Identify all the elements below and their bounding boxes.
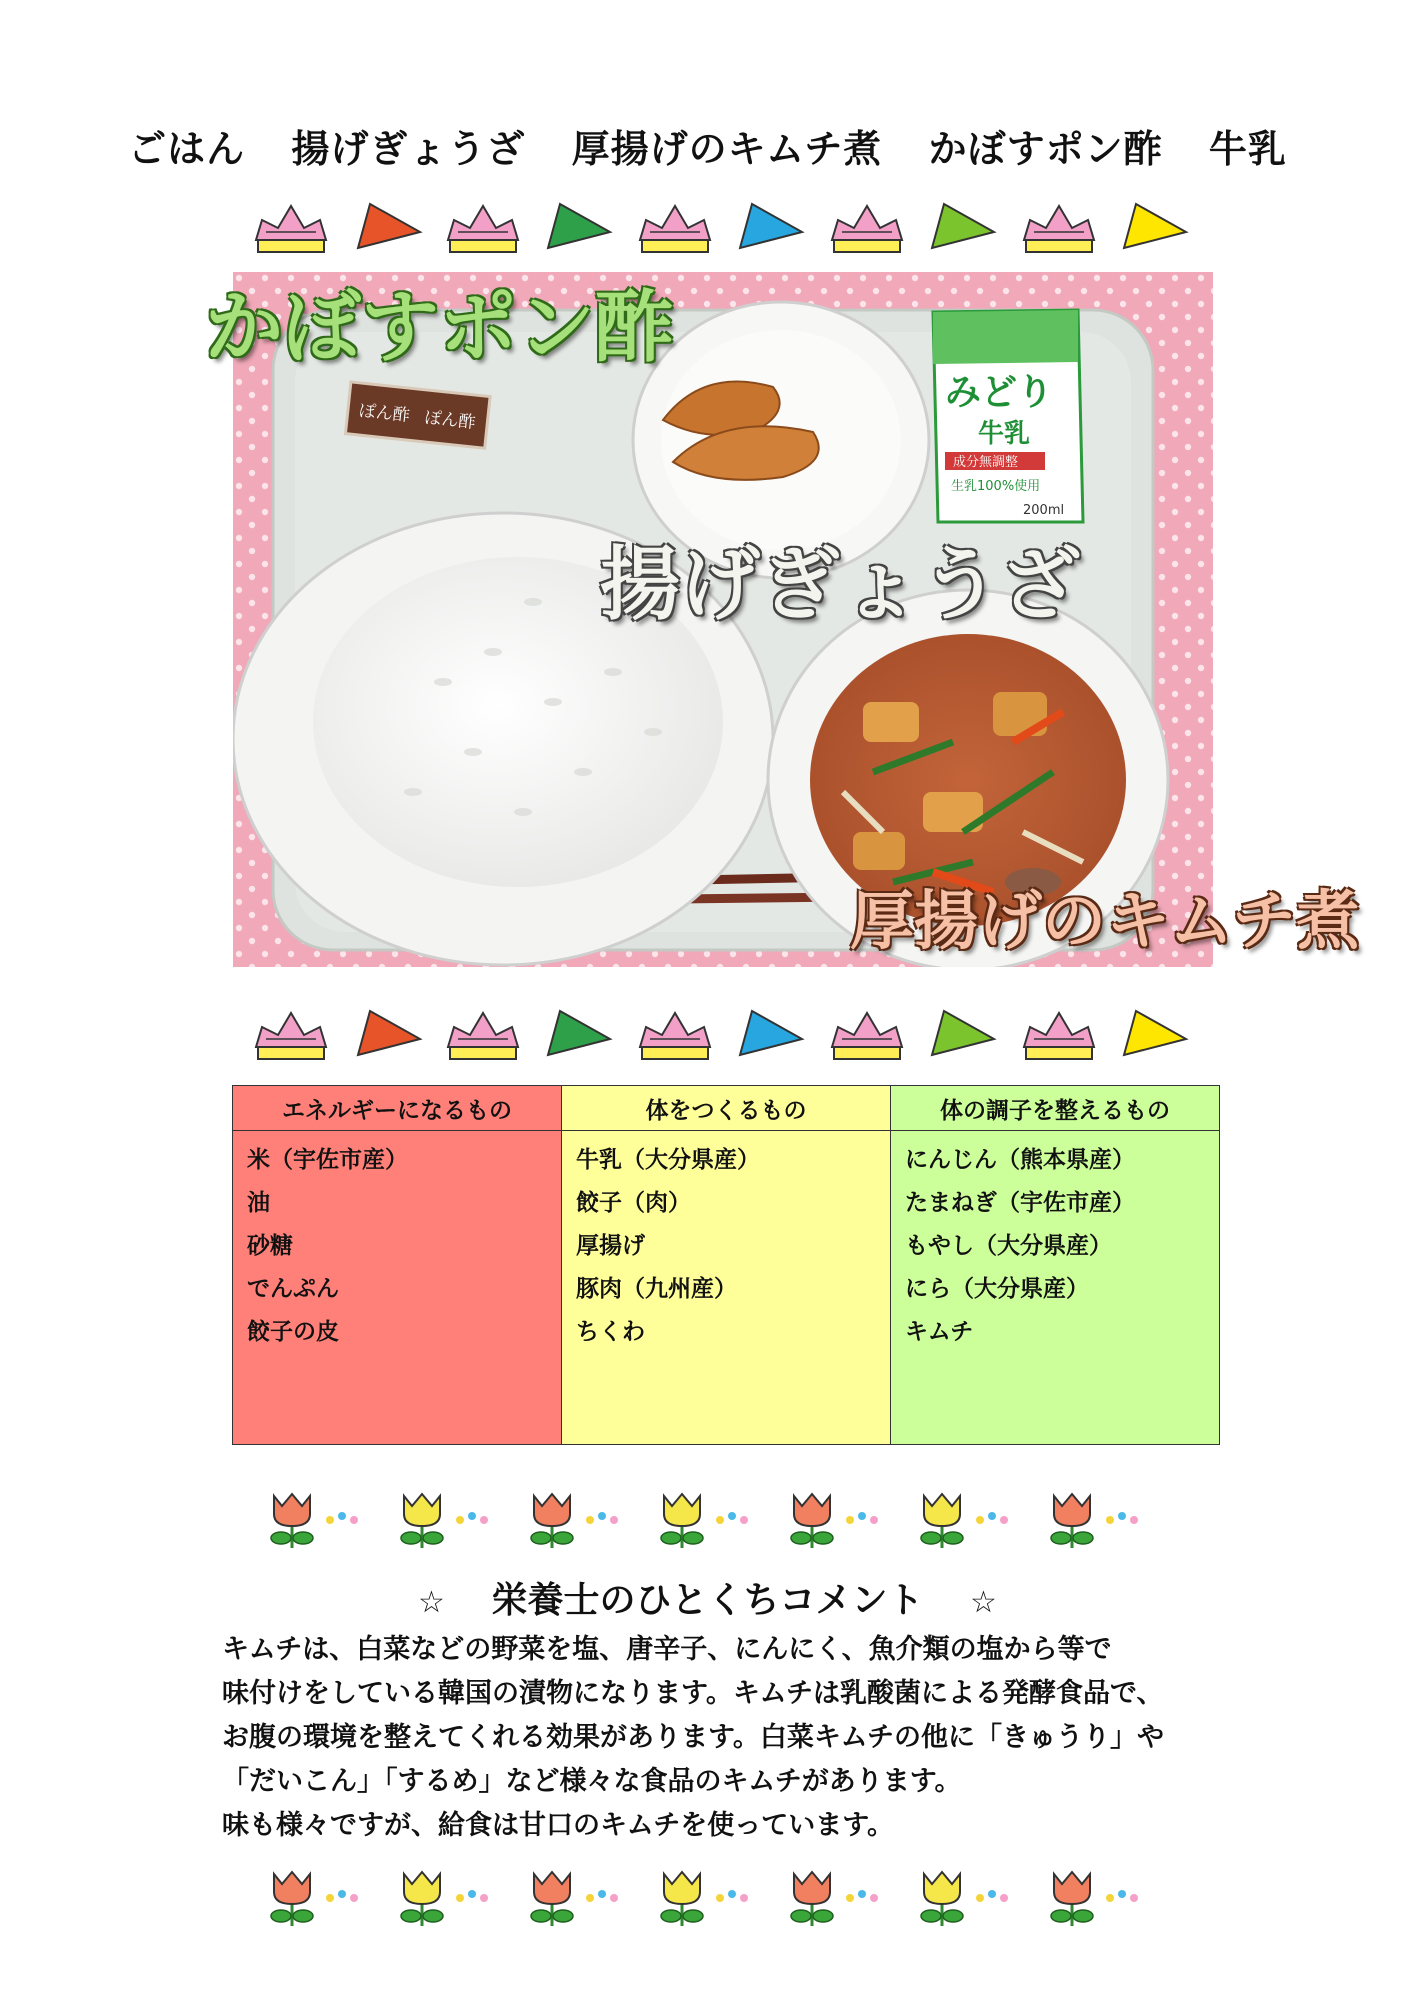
header-energy: エネルギーになるもの — [233, 1086, 562, 1131]
dots-decoration — [716, 1512, 748, 1524]
crown-icon — [1024, 1013, 1094, 1059]
dots-decoration — [976, 1512, 1008, 1524]
crown-icon — [640, 206, 710, 252]
crown-icon — [256, 1013, 326, 1059]
list-item: にんじん（熊本県産） — [905, 1147, 1135, 1173]
dots-decoration — [976, 1890, 1008, 1902]
crown-icon — [832, 206, 902, 252]
tulip-icon — [791, 1494, 833, 1548]
pennant-icon — [358, 1011, 420, 1055]
list-item: ちくわ — [576, 1319, 645, 1345]
food-group-table — [232, 1085, 1220, 1445]
body-foods-cell — [562, 1131, 891, 1445]
star-icon: ☆ — [970, 1585, 997, 1620]
milk-name: 牛乳 — [978, 419, 1031, 449]
tulip-border-bottom — [262, 1868, 1202, 1930]
list-item: 豚肉（九州産） — [576, 1276, 737, 1302]
comment-line: 味も様々ですが、給食は甘口のキムチを使っています。 — [222, 1810, 895, 1841]
menu-title — [0, 118, 1415, 173]
crown-icon — [640, 1013, 710, 1059]
pennant-icon — [548, 204, 610, 248]
list-item: もやし（大分県産） — [905, 1233, 1112, 1259]
dots-decoration — [1106, 1890, 1138, 1902]
list-item: 砂糖 — [247, 1233, 293, 1259]
pennant-icon — [932, 1011, 994, 1055]
crown-icon — [832, 1013, 902, 1059]
dots-decoration — [846, 1890, 878, 1902]
milk-percent: 生乳100%使用 — [951, 479, 1041, 494]
tulip-icon — [791, 1872, 833, 1926]
dots-decoration — [846, 1512, 878, 1524]
comment-title — [0, 1572, 1415, 1623]
dots-decoration — [716, 1890, 748, 1902]
list-item: でんぷん — [247, 1276, 339, 1302]
dots-decoration — [326, 1890, 358, 1902]
condition-foods-cell — [891, 1131, 1220, 1445]
pennant-icon — [358, 204, 420, 248]
dots-decoration — [586, 1512, 618, 1524]
milk-carton — [933, 310, 1083, 522]
list-item: 厚揚げ — [576, 1233, 645, 1259]
milk-brand: みどり — [945, 372, 1054, 413]
crown-icon — [1024, 206, 1094, 252]
list-item: 油 — [247, 1190, 270, 1216]
table-header-row — [233, 1086, 1220, 1131]
photo-label-gyoza: 揚げぎょうざ — [600, 538, 1080, 631]
milk-volume: 200ml — [1023, 503, 1065, 518]
crown-icon — [448, 1013, 518, 1059]
menu-item-milk: 牛乳 — [1208, 127, 1287, 171]
tulip-icon — [531, 1872, 573, 1926]
list-item: たまねぎ（宇佐市産） — [905, 1190, 1135, 1216]
menu-item-ponzu: かぼすポン酢 — [928, 127, 1163, 171]
nutritionist-comment — [222, 1628, 1222, 1848]
tulip-icon — [661, 1494, 703, 1548]
tulip-icon — [401, 1872, 443, 1926]
comment-line: お腹の環境を整えてくれる効果があります。白菜キムチの他に「きゅうり」や — [222, 1722, 1165, 1753]
dots-decoration — [456, 1890, 488, 1902]
table-row — [233, 1131, 1220, 1445]
header-body: 体をつくるもの — [562, 1086, 891, 1131]
dots-decoration — [456, 1512, 488, 1524]
dots-decoration — [1106, 1512, 1138, 1524]
pennant-icon — [1124, 204, 1186, 248]
ponzu-packet-text: ぽん酢 — [423, 407, 477, 434]
menu-item-rice: ごはん — [128, 127, 246, 171]
tulip-icon — [271, 1494, 313, 1548]
dots-decoration — [586, 1890, 618, 1902]
star-icon: ☆ — [418, 1585, 445, 1620]
header-condition: 体の調子を整えるもの — [891, 1086, 1220, 1131]
tulip-border-top — [262, 1490, 1202, 1552]
tulip-icon — [661, 1872, 703, 1926]
list-item: 餃子の皮 — [247, 1319, 339, 1345]
list-item: 牛乳（大分県産） — [576, 1147, 760, 1173]
pennant-icon — [740, 1011, 802, 1055]
list-item: にら（大分県産） — [905, 1276, 1089, 1302]
photo-label-ponzu: かぼすポン酢 — [205, 283, 674, 373]
list-item: 米（宇佐市産） — [247, 1147, 408, 1173]
top-pennant-border — [250, 196, 1200, 256]
tulip-icon — [271, 1872, 313, 1926]
list-item: 餃子（肉） — [576, 1190, 691, 1216]
comment-line: 味付けをしている韓国の漬物になります。キムチは乳酸菌による発酵食品で、 — [222, 1678, 1164, 1709]
tulip-icon — [401, 1494, 443, 1548]
pennant-icon — [548, 1011, 610, 1055]
crown-icon — [448, 206, 518, 252]
tulip-icon — [921, 1494, 963, 1548]
pennant-icon — [1124, 1011, 1186, 1055]
middle-pennant-border — [250, 1003, 1200, 1063]
menu-item-kimchi: 厚揚げのキムチ煮 — [571, 127, 883, 171]
list-item: キムチ — [905, 1319, 974, 1345]
menu-item-gyoza: 揚げぎょうざ — [291, 127, 526, 171]
tulip-icon — [921, 1872, 963, 1926]
pennant-icon — [932, 204, 994, 248]
comment-heading: 栄養士のひとくちコメント — [491, 1580, 924, 1621]
pennant-icon — [740, 204, 802, 248]
dots-decoration — [326, 1512, 358, 1524]
tulip-icon — [1051, 1872, 1093, 1926]
comment-line: キムチは、白菜などの野菜を塩、唐辛子、にんにく、魚介類の塩から等で — [222, 1634, 1112, 1665]
tulip-icon — [531, 1494, 573, 1548]
crown-icon — [256, 206, 326, 252]
comment-line: 「だいこん」「するめ」など様々な食品のキムチがあります。 — [222, 1766, 962, 1797]
ponzu-packet-text: ぽん酢 — [357, 400, 411, 427]
energy-foods-cell — [233, 1131, 562, 1445]
tulip-icon — [1051, 1494, 1093, 1548]
milk-tag: 成分無調整 — [953, 455, 1019, 470]
photo-label-kimchi: 厚揚げのキムチ煮 — [850, 885, 1361, 959]
